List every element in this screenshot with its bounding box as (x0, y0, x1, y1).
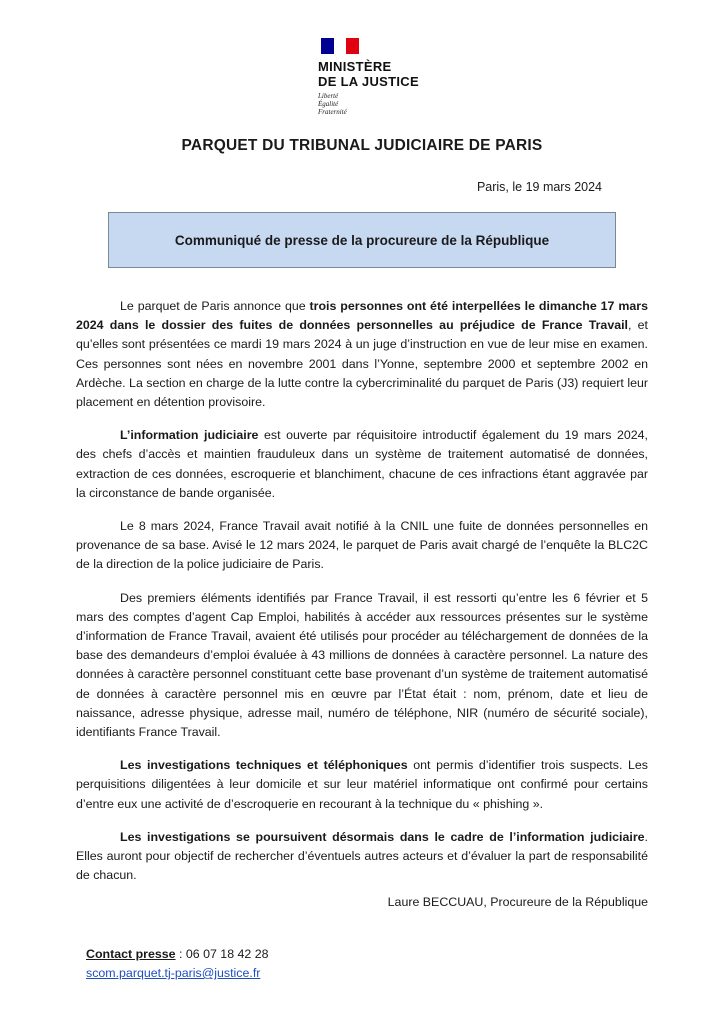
paragraph-6 (76, 828, 648, 886)
motto-egalite: Égalité (318, 100, 339, 108)
paragraph-text: . Elles auront pour objectif de rechercher d’éventuels autres acteurs et d’évaluer la part de responsabilité de chacun. (76, 829, 648, 883)
motto (318, 92, 448, 116)
press-release-banner (108, 212, 616, 268)
paragraph-2 (76, 426, 648, 503)
document-date: Paris, le 19 mars 2024 (476, 180, 602, 194)
motto-fraternite: Fraternité (318, 108, 347, 116)
office-title: PARQUET DU TRIBUNAL JUDICIAIRE DE PARIS (181, 137, 543, 154)
paragraph-text: Le parquet de Paris annonce que (120, 299, 310, 313)
paragraph-text: Le 8 mars 2024, France Travail avait notifié à la CNIL une fuite de données personnelles en provenance de sa base. Avisé le 12 mars 2024, le parquet de Paris avait chargé de l’enquête la BLC2C de la direction de la police judiciaire de Paris. (76, 519, 648, 572)
ministry-logo (318, 38, 448, 116)
paragraph-bold-text: trois personnes ont été interpellées le dimanche 17 mars 2024 dans le dossier des fuites de données personnelles au préjudice de France Travail (76, 299, 648, 333)
paragraph-text: Des premiers éléments identifiés par France Travail, il est ressorti qu’entre les 6 février et 5 mars des comptes d’agent Cap Emploi, habilités à accéder aux ressources présentes sur le système d’information de France Travail, avaient été utilisés pour procéder au téléchargement de données de la base des demandeurs d’emploi évaluée à 43 millions de données à caractère personnel. La nature des données à caractère personnel constituant cette base provenant d’un système de traitement automatisé de données à caractère personnel mis en œuvre par l’État était : nom, prénom, date et lieu de naissance, adresse physique, adresse mail, numéro de téléphone, NIR (numéro de sécurité sociale), identifiants France Travail. (76, 590, 648, 740)
paragraph-4 (76, 589, 648, 743)
press-contact (86, 945, 269, 983)
paragraph-1 (76, 297, 648, 412)
ministry-name (318, 59, 448, 89)
paragraph-5 (76, 756, 648, 814)
paragraph-bold-text: L’information judiciaire (120, 428, 259, 443)
signature: Laure BECCUAU, Procureure de la République (387, 895, 648, 909)
contact-label: Contact presse (86, 947, 176, 961)
document-body (76, 297, 648, 899)
paragraph-text: , et qu’elles sont présentées ce mardi 19 mars 2024 à un juge d’instruction en vue de leur mise en examen. Ces personnes sont nées en novembre 2001 dans l’Yonne, septembre 2000 et septembre 2002 en Ardèche. La section en charge de la lutte contre la cybercriminalité du parquet de Paris (J3) requiert leur placement en détention provisoire. (76, 318, 649, 410)
paragraph-text: ont permis d’identifier trois suspects. Les perquisitions diligentées à leur domicile et sur leur matériel informatique ont confirmé pour certains d’entre eux une activité de d’escroquerie en recourant à la technique du « phishing ». (76, 758, 648, 811)
contact-email-line (86, 964, 269, 983)
contact-email-link[interactable]: scom.parquet.tj-paris@justice.fr (86, 966, 261, 980)
motto-liberte: Liberté (318, 92, 339, 100)
contact-line (86, 945, 269, 964)
paragraph-bold-text: Les investigations techniques et téléphoniques (120, 758, 408, 773)
contact-separator: : (175, 947, 186, 961)
marianne-flag-icon (321, 38, 359, 54)
contact-phone: 06 07 18 42 28 (185, 947, 269, 961)
paragraph-3 (76, 517, 648, 575)
paragraph-text: est ouverte par réquisitoire introductif également du 19 mars 2024, des chefs d’accès et maintien frauduleux dans un système de traitement automatisé de données, extraction de ces données, escroquerie et blanchiment, chacune de ces infractions étant aggravée par la circonstance de bande organisée. (76, 428, 648, 500)
ministry-line-2: DE LA JUSTICE (318, 74, 419, 89)
ministry-line-1: MINISTÈRE (318, 59, 392, 74)
banner-title: Communiqué de presse de la procureure de la République (174, 232, 550, 248)
paragraph-bold-text: Les investigations se poursuivent désormais dans le cadre de l’information judiciaire (120, 829, 645, 844)
